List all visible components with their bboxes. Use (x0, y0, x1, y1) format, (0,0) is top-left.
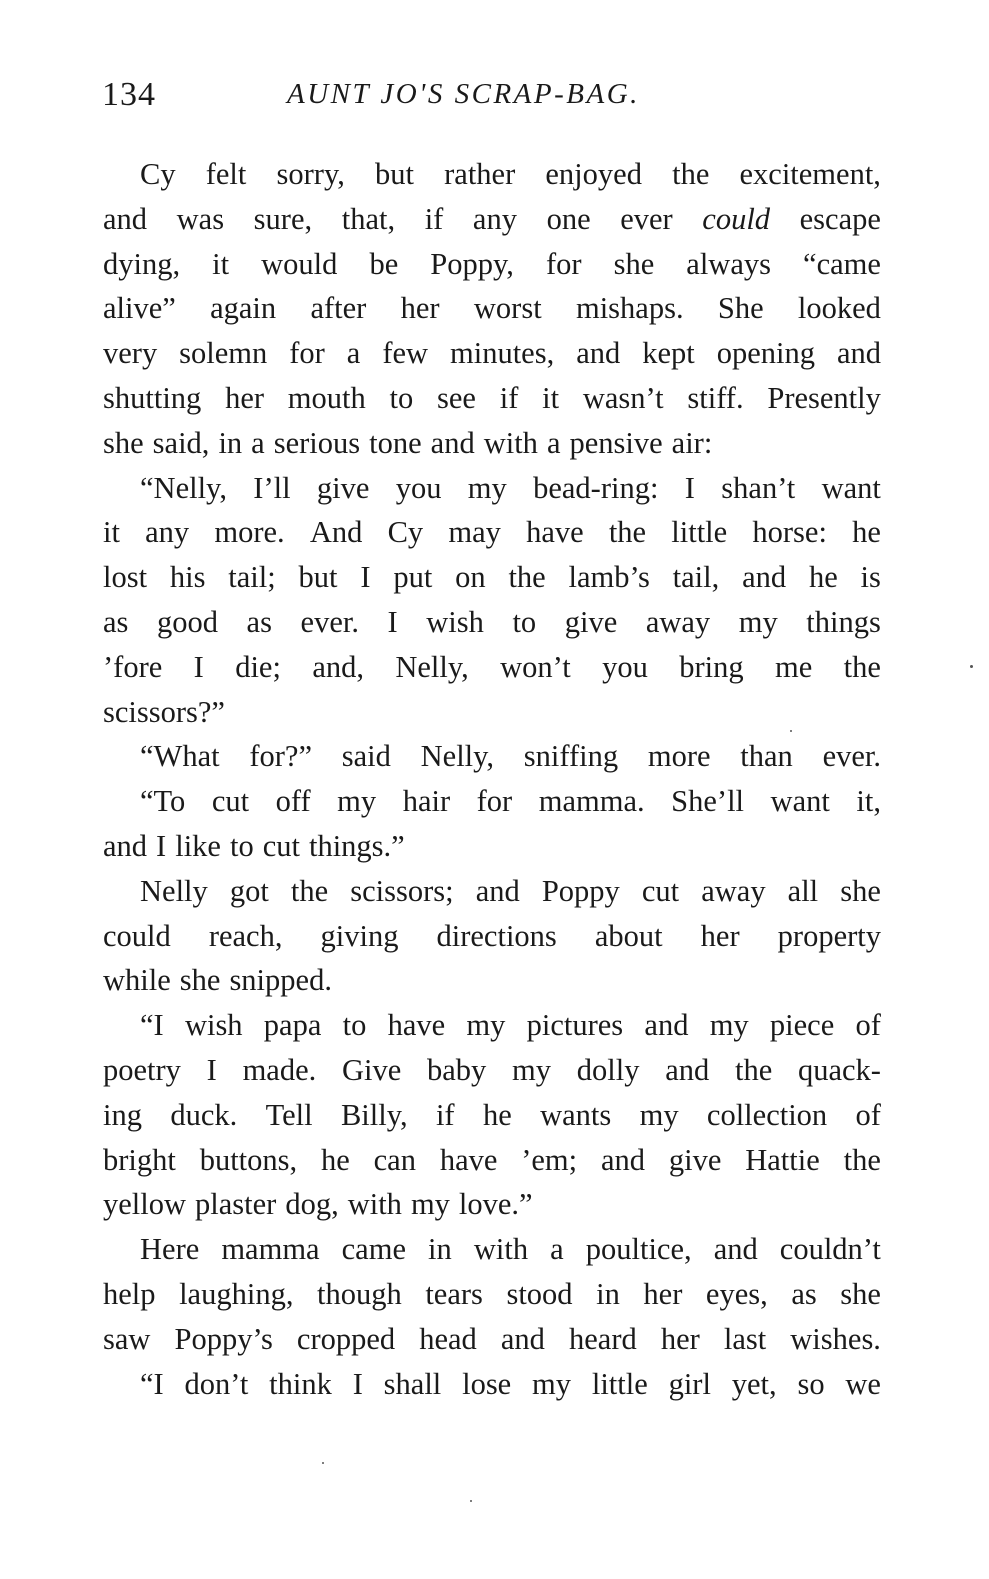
word: enjoyed (545, 157, 642, 191)
word: give (316, 470, 370, 505)
word: Billy, (340, 1097, 408, 1132)
word: serious (273, 425, 361, 460)
word: one (546, 201, 591, 236)
word: mouth (287, 380, 366, 415)
word: for?” (249, 739, 312, 774)
word: while (103, 963, 171, 998)
word: heard (569, 1321, 637, 1356)
word: said (341, 739, 391, 774)
word: dolly (576, 1052, 640, 1087)
text-line (103, 466, 881, 511)
word: and (713, 1232, 758, 1267)
word: sorry, (276, 157, 345, 191)
word: Nelly, (395, 649, 469, 684)
word: She’ll (671, 784, 745, 819)
word: to (389, 380, 414, 415)
word: though (317, 1276, 402, 1311)
text-line (103, 286, 881, 331)
word: as (246, 604, 272, 639)
word: if (424, 201, 444, 236)
word: it (212, 246, 230, 281)
word: want (821, 470, 881, 505)
word: die; (235, 649, 281, 684)
word: sniffing (523, 739, 619, 774)
word: to (512, 604, 537, 639)
word: Cy (140, 157, 176, 191)
word: I (352, 1366, 363, 1401)
word: cut (262, 828, 300, 863)
running-head (102, 76, 882, 120)
word: yet, (731, 1366, 777, 1401)
word: any (145, 515, 190, 550)
word: and (430, 425, 475, 460)
word: shutting (103, 380, 202, 415)
word: to (342, 1008, 367, 1043)
word: directions (436, 918, 557, 953)
word: I (360, 560, 371, 595)
word: scissors?” (103, 694, 225, 729)
word: duck. (170, 1097, 238, 1132)
word: could (702, 201, 771, 236)
word: a (251, 425, 265, 460)
word: than (740, 739, 793, 774)
word: Cy (387, 515, 424, 550)
text-line (103, 1362, 881, 1407)
word: eyes, (705, 1276, 768, 1311)
word: buttons, (199, 1142, 298, 1177)
word: Tell (265, 1097, 313, 1132)
word: and (500, 1321, 545, 1356)
word: poultice, (585, 1232, 692, 1267)
word: again (210, 291, 277, 326)
word: my (738, 604, 778, 639)
word: is (860, 560, 881, 595)
word: could (103, 918, 171, 953)
text-line (103, 1272, 881, 1317)
word: she (179, 963, 221, 998)
text-line (103, 197, 881, 242)
word: he (482, 1097, 512, 1132)
word: was (176, 201, 225, 236)
word: she (613, 246, 655, 281)
word: reach, (208, 918, 283, 953)
word: my (467, 470, 507, 505)
text-line (103, 152, 881, 197)
word: laughing, (179, 1276, 294, 1311)
word: I (387, 604, 398, 639)
word: escape (799, 201, 881, 236)
word: pictures (526, 1008, 624, 1043)
word: tail, (672, 560, 720, 595)
word: dog, (285, 1187, 339, 1222)
word: “I (140, 1008, 164, 1043)
word: with (483, 425, 538, 460)
word: have (526, 515, 584, 550)
word: the (508, 560, 546, 595)
word: Poppy’s (174, 1321, 273, 1356)
word: few (382, 336, 429, 371)
word: a (546, 425, 561, 460)
word: things (806, 604, 881, 639)
print-speck (970, 665, 973, 668)
word: shan’t (721, 470, 796, 505)
word: yellow (103, 1187, 187, 1222)
word: would (261, 246, 338, 281)
word: mamma (221, 1232, 320, 1267)
text-line (103, 779, 881, 824)
word: little (591, 1366, 648, 1401)
word: you (602, 649, 648, 684)
word: and (665, 1052, 710, 1087)
word: I (193, 649, 204, 684)
word: the (843, 649, 881, 684)
word: her (643, 1276, 683, 1311)
word: the (672, 157, 710, 191)
word: I’ll (253, 470, 291, 505)
word: have (387, 1008, 446, 1043)
word: good (156, 604, 218, 639)
word: cut (211, 784, 250, 819)
word: always (686, 246, 771, 281)
word: to (229, 828, 254, 863)
word: I (156, 828, 167, 863)
word: she (840, 1276, 881, 1311)
text-line (103, 1182, 881, 1227)
word: it, (856, 784, 881, 819)
word: girl (668, 1366, 711, 1401)
word: quack- (797, 1052, 881, 1087)
word: lamb’s (568, 560, 650, 595)
word: opening (716, 336, 815, 371)
word: for (545, 246, 582, 281)
word: sure, (253, 201, 313, 236)
word: “Nelly, (140, 470, 227, 505)
word: and (475, 873, 520, 908)
word: felt (205, 157, 247, 191)
word: more. (214, 515, 285, 550)
word: my (639, 1097, 679, 1132)
word: and (103, 828, 148, 863)
word: wishes. (790, 1321, 881, 1356)
word: dying, (103, 246, 181, 281)
print-speck (322, 1462, 324, 1464)
word: said, (152, 425, 210, 460)
word: She (717, 291, 764, 326)
text-line (103, 824, 881, 869)
print-speck (470, 1500, 472, 1502)
word: in (218, 425, 243, 460)
word: solemn (179, 336, 268, 371)
word: head (419, 1321, 477, 1356)
word: love.” (458, 1187, 533, 1222)
print-speck (790, 730, 792, 732)
word: all (787, 873, 819, 908)
word: give (564, 604, 618, 639)
word: her (400, 291, 440, 326)
word: alive” (103, 291, 176, 326)
word: the (290, 873, 329, 908)
word: I (684, 470, 695, 505)
word: the (843, 1142, 881, 1177)
word: more (647, 739, 711, 774)
word: things.” (308, 828, 405, 863)
word: plaster (195, 1187, 277, 1222)
word: and (600, 1142, 646, 1177)
word: wants (540, 1097, 612, 1132)
book-title: AUNT JO'S SCRAP-BAG. (287, 78, 640, 110)
word: tone (369, 425, 422, 460)
word: cut (641, 873, 680, 908)
word: “To (140, 784, 186, 819)
word: rather (444, 157, 516, 191)
word: give (668, 1142, 722, 1177)
text-line (103, 600, 881, 645)
word: with (473, 1232, 529, 1267)
word: a (550, 1232, 564, 1267)
word: think (269, 1366, 332, 1401)
word: my (532, 1366, 572, 1401)
word: baby (427, 1052, 487, 1087)
word: any (472, 201, 517, 236)
word: put (393, 560, 433, 595)
word: away (701, 873, 766, 908)
word: wish (426, 604, 484, 639)
word: my (337, 784, 377, 819)
text-line (103, 331, 881, 376)
word: her (700, 918, 740, 953)
word: on (455, 560, 486, 595)
word: property (777, 918, 881, 953)
text-line (103, 958, 881, 1003)
word: with (347, 1187, 402, 1222)
word: last (723, 1321, 767, 1356)
word: “I (140, 1366, 164, 1401)
word: we (845, 1366, 881, 1401)
text-line (103, 555, 881, 600)
word: bead-ring: (533, 470, 659, 505)
word: hair (402, 784, 451, 819)
word: the (608, 515, 647, 550)
word: And (309, 515, 363, 550)
word: giving (320, 918, 399, 953)
word: he (321, 1142, 350, 1177)
word: don’t (184, 1366, 249, 1401)
word: worst (473, 291, 542, 326)
word: piece (769, 1008, 835, 1043)
word: my (709, 1008, 749, 1043)
text-line (103, 1048, 881, 1093)
word: my (512, 1052, 552, 1087)
word: be (369, 246, 399, 281)
text-line (103, 1227, 881, 1272)
word: as (791, 1276, 817, 1311)
word: ever. (300, 604, 359, 639)
word: snipped. (229, 963, 332, 998)
text-line (103, 242, 881, 287)
word: if (499, 380, 519, 415)
word: Hattie (745, 1142, 820, 1177)
text-line (103, 1093, 881, 1138)
word: a (346, 336, 361, 371)
word: stiff. (687, 380, 744, 415)
word: may (448, 515, 501, 550)
word: and (742, 560, 787, 595)
word: the (734, 1052, 773, 1087)
word: ’em; (521, 1142, 578, 1177)
word: pensive (569, 425, 663, 460)
word: Poppy (541, 873, 620, 908)
word: after (310, 291, 367, 326)
word: her (225, 380, 265, 415)
word: poetry (103, 1052, 181, 1087)
word: about (594, 918, 663, 953)
word: ever (620, 201, 673, 236)
word: my (466, 1008, 506, 1043)
text-line (103, 376, 881, 421)
word: minutes, (450, 336, 555, 371)
word: have (439, 1142, 498, 1177)
word: like (175, 828, 221, 863)
text-line (103, 690, 881, 735)
word: mishaps. (575, 291, 684, 326)
word: Poppy, (430, 246, 514, 281)
word: air: (671, 425, 713, 460)
word: me (775, 649, 813, 684)
word: her (660, 1321, 700, 1356)
word: wasn’t (582, 380, 664, 415)
word: and, (312, 649, 364, 684)
word: papa (263, 1008, 322, 1043)
word: cropped (296, 1321, 396, 1356)
text-line (103, 510, 881, 555)
word: looked (797, 291, 881, 326)
word: very (103, 336, 158, 371)
word: ing (103, 1097, 142, 1132)
text-line (103, 734, 881, 779)
word: got (229, 873, 269, 908)
word: couldn’t (779, 1232, 881, 1267)
word: can (373, 1142, 416, 1177)
word: bring (679, 649, 744, 684)
word: in (596, 1276, 620, 1311)
word: collection (706, 1097, 828, 1132)
word: you (395, 470, 442, 505)
word: for (289, 336, 325, 371)
word: and (103, 201, 148, 236)
word: tears (425, 1276, 483, 1311)
word: ever. (822, 739, 881, 774)
word: saw (103, 1321, 151, 1356)
body-text (103, 152, 881, 1406)
word: in (428, 1232, 452, 1267)
word: stood (506, 1276, 573, 1311)
word: she (840, 873, 881, 908)
word: my (410, 1187, 450, 1222)
word: scissors; (350, 873, 454, 908)
word: it (542, 380, 560, 415)
word: Nelly, (420, 739, 495, 774)
word: shall (383, 1366, 442, 1401)
word: if (435, 1097, 455, 1132)
word: mamma. (538, 784, 645, 819)
word: so (797, 1366, 825, 1401)
word: kept (642, 336, 695, 371)
word: “What (140, 739, 220, 774)
word: off (275, 784, 311, 819)
word: little (671, 515, 728, 550)
word: Nelly (140, 873, 208, 908)
word: excitement, (739, 157, 881, 191)
text-line (103, 1003, 881, 1048)
word: of (855, 1008, 881, 1043)
word: horse: (752, 515, 827, 550)
word: want (770, 784, 830, 819)
word: lost (103, 560, 148, 595)
word: away (645, 604, 711, 639)
word: I (206, 1052, 217, 1087)
word: made. (242, 1052, 317, 1087)
word: that, (341, 201, 396, 236)
text-line (103, 914, 881, 959)
word: Here (140, 1232, 200, 1267)
text-line (103, 645, 881, 690)
word: Give (341, 1052, 402, 1087)
word: and (644, 1008, 689, 1043)
word: bright (103, 1142, 176, 1177)
word: as (103, 604, 129, 639)
word: see (437, 380, 476, 415)
word: ’fore (103, 649, 163, 684)
text-line (103, 1138, 881, 1183)
word: wish (184, 1008, 243, 1043)
word: lose (462, 1366, 512, 1401)
word: came (341, 1232, 406, 1267)
word: for (476, 784, 513, 819)
text-line (103, 421, 881, 466)
word: Presently (767, 380, 881, 415)
word: tail; (228, 560, 276, 595)
word: he (808, 560, 838, 595)
word: help (103, 1276, 156, 1311)
word: and (576, 336, 621, 371)
word: and (836, 336, 881, 371)
word: of (855, 1097, 881, 1132)
word: but (375, 157, 414, 191)
word: he (852, 515, 881, 550)
word: “came (803, 246, 881, 281)
page-number: 134 (102, 76, 156, 113)
word: it (103, 515, 120, 550)
text-line (103, 869, 881, 914)
word: but (298, 560, 338, 595)
word: she (103, 425, 144, 460)
word: his (169, 560, 206, 595)
text-line (103, 1317, 881, 1362)
word: won’t (500, 649, 571, 684)
